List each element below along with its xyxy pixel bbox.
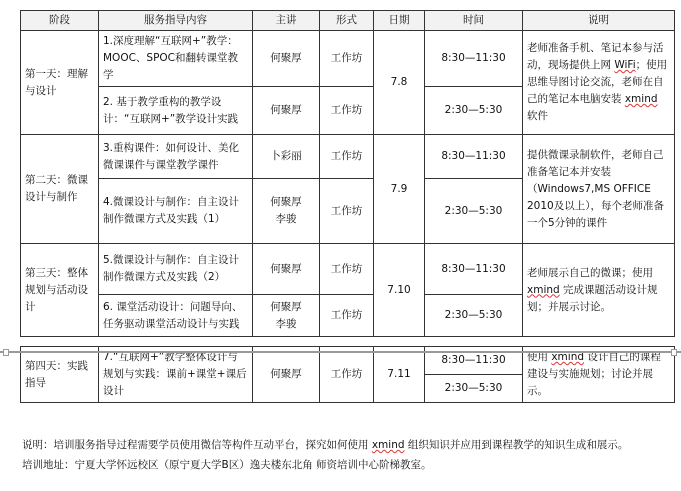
day-2-session-1-lecturer: 卜彩丽 xyxy=(253,135,320,179)
day-2-session-1-time: 8:30—11:30 xyxy=(425,135,523,179)
page-break-marker-left xyxy=(3,349,9,356)
day-4-session-1-time: 8:30—11:30 xyxy=(425,347,523,375)
day-1-session-2-content: 2. 基于教学重构的教学设计：“互联网+”教学设计实践 xyxy=(99,87,253,135)
day-3-session-2-time: 2:30—5:30 xyxy=(425,295,523,337)
table-row xyxy=(21,135,675,179)
day-1-notes-wifi: WiFi xyxy=(614,59,636,71)
day-4-session-2-time: 2:30—5:30 xyxy=(425,375,523,403)
day-1-session-1-content: 1.深度理解“互联网+”教学：MOOC、SPOC和翻转课堂教学 xyxy=(99,31,253,87)
day-4-stage: 第四天：实践指导 xyxy=(21,347,99,403)
day-2-session-1-format: 工作坊 xyxy=(320,135,374,179)
day-1-stage: 第一天：理解与设计 xyxy=(21,31,99,135)
day-2-session-2-lecturer: 何聚厚 李骏 xyxy=(253,179,320,244)
day-2-date: 7.9 xyxy=(374,135,425,244)
day-4-session-1-format: 工作坊 xyxy=(320,347,374,403)
day-2-notes: 提供微课录制软件，老师自己准备笔记本并安装（Windows7,MS OFFICE 2010及以上），每个老师准备一个5分钟的课件 xyxy=(523,135,675,244)
footer-address: 培训地址：宁夏大学怀远校区（原宁夏大学B区）逸夫楼东北角 师资培训中心阶梯教室。 xyxy=(22,459,432,471)
day-3-session-2-lecturer: 何聚厚 李骏 xyxy=(253,295,320,337)
day-1-session-1-lecturer: 何聚厚 xyxy=(253,31,320,87)
header-stage: 阶段 xyxy=(21,11,99,31)
day-1-session-2-lecturer: 何聚厚 xyxy=(253,87,320,135)
header-time: 时间 xyxy=(425,11,523,31)
day-2-session-2-content: 4.微课设计与制作：自主设计制作微课方式及实践（1） xyxy=(99,179,253,244)
day-1-session-1-format: 工作坊 xyxy=(320,31,374,87)
day-1-session-2-time: 2:30—5:30 xyxy=(425,87,523,135)
day-4-notes: 使用 xmind 设计自己的课程建设与实施规划；讨论并展示。 xyxy=(523,347,675,403)
day-3-session-2-format: 工作坊 xyxy=(320,295,374,337)
table-header-row xyxy=(21,11,675,31)
day-4-session-1-content: 7.“互联网+”教学整体设计与规划与实践：课前+课堂+课后设计 xyxy=(99,347,253,403)
day-2-stage: 第二天：微课设计与制作 xyxy=(21,135,99,244)
day-1-notes-xmind: xmind xyxy=(624,93,658,105)
header-content: 服务指导内容 xyxy=(99,11,253,31)
day-2-session-2-format: 工作坊 xyxy=(320,179,374,244)
day-3-session-1-lecturer: 何聚厚 xyxy=(253,244,320,295)
day-2-session-2-time: 2:30—5:30 xyxy=(425,179,523,244)
day-1-notes: 老师准备手机、笔记本参与活动，现场提供上网 WiFi；使用思维导图讨论交流，老师在自己的笔记本电脑安装 xmind 软件 xyxy=(523,31,675,135)
table-row xyxy=(21,31,675,87)
day-3-date: 7.10 xyxy=(374,244,425,337)
day-1-date: 7.8 xyxy=(374,31,425,135)
training-schedule-table xyxy=(20,10,675,403)
header-notes: 说明 xyxy=(523,11,675,31)
day-3-notes: 老师展示自己的微课；使用 xmind 完成课题活动设计规划；并展示讨论。 xyxy=(523,244,675,337)
day-3-session-1-time: 8:30—11:30 xyxy=(425,244,523,295)
header-format: 形式 xyxy=(320,11,374,31)
day-1-session-1-time: 8:30—11:30 xyxy=(425,31,523,87)
day-3-session-1-content: 5.微课设计与制作：自主设计制作微课方式及实践（2） xyxy=(99,244,253,295)
day-4-date: 7.11 xyxy=(374,347,425,403)
table-row xyxy=(21,244,675,295)
page-break-line xyxy=(0,351,681,353)
page-break-gap xyxy=(21,337,675,347)
day-3-notes-xmind: xmind xyxy=(527,283,560,296)
header-date: 日期 xyxy=(374,11,425,31)
page-break-marker-right xyxy=(671,349,677,356)
footer-xmind: xmind xyxy=(371,439,405,451)
day-4-notes-xmind: xmind xyxy=(551,351,585,363)
day-4-session-1-lecturer: 何聚厚 xyxy=(253,347,320,403)
header-lecturer: 主讲 xyxy=(253,11,320,31)
day-3-session-2-content: 6. 课堂活动设计：问题导向、任务驱动课堂活动设计与实践 xyxy=(99,295,253,337)
day-2-session-1-content: 3.重构课件：如何设计、美化微课课件与课堂教学课件 xyxy=(99,135,253,179)
day-3-session-1-format: 工作坊 xyxy=(320,244,374,295)
day-1-session-2-format: 工作坊 xyxy=(320,87,374,135)
footer-note: 说明：培训服务指导过程需要学员使用微信等构件互动平台，探究如何使用 xmind 组织知识并应用到课程教学的知识生成和展示。 xyxy=(22,439,629,451)
day-3-stage: 第三天：整体规划与活动设计 xyxy=(21,244,99,337)
